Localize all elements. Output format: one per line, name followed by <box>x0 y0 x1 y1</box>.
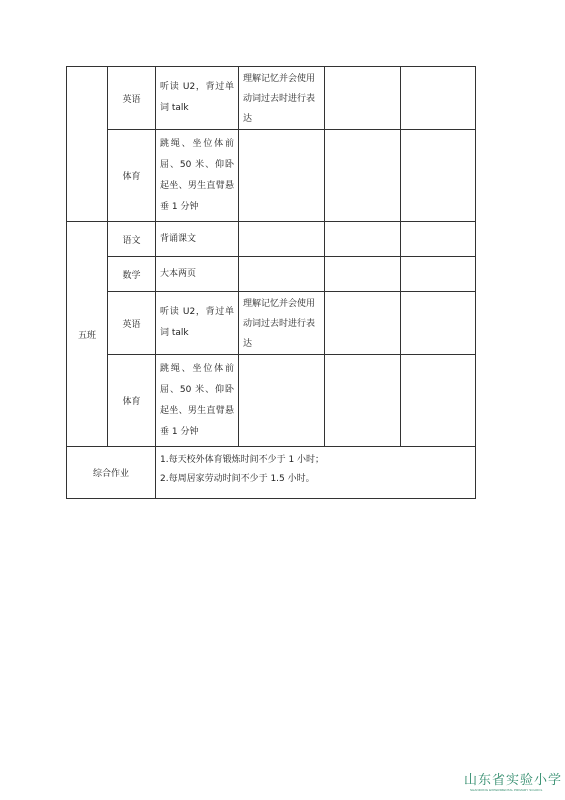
objective-text: 理解记忆并会使用动词过去时进行表达 <box>243 299 316 349</box>
objective-cell <box>239 67 325 130</box>
empty-cell <box>239 257 325 292</box>
task-cell: 听读 U2，背过单词 talk <box>156 292 239 355</box>
school-logo-english: SHANDONG EXPERIMENTAL PRIMARY SCHOOL <box>470 788 543 792</box>
table-row <box>67 447 476 499</box>
empty-cell <box>325 222 401 257</box>
task-cell: 跳绳、坐位体前屈、50 米、仰卧起坐、男生直臂悬垂 1 分钟 <box>156 355 239 447</box>
empty-cell <box>401 355 476 447</box>
summary-line-1: 1.每天校外体育锻炼时间不少于 1 小时； <box>160 455 325 465</box>
task-cell: 背诵课文 <box>156 222 239 257</box>
subject-cell: 体育 <box>108 355 156 447</box>
class-name-cell: 五班 <box>67 222 108 447</box>
task-cell: 跳绳、坐位体前屈、50 米、仰卧起坐、男生直臂悬垂 1 分钟 <box>156 130 239 222</box>
empty-cell <box>401 67 476 130</box>
table-row <box>67 67 476 130</box>
class-cell-prev <box>67 67 108 222</box>
empty-cell <box>401 222 476 257</box>
empty-cell <box>239 222 325 257</box>
empty-cell <box>325 67 401 130</box>
empty-cell <box>239 130 325 222</box>
table-row <box>67 222 476 257</box>
subject-cell: 语文 <box>108 222 156 257</box>
subject-cell: 英语 <box>108 292 156 355</box>
empty-cell <box>401 130 476 222</box>
table-row <box>67 130 476 222</box>
summary-line-2: 2.每周居家劳动时间不少于 1.5 小时。 <box>160 474 315 484</box>
school-logo <box>464 773 563 798</box>
objective-cell <box>239 292 325 355</box>
homework-table <box>66 66 476 499</box>
subject-cell: 英语 <box>108 67 156 130</box>
table-row <box>67 257 476 292</box>
table-row <box>67 292 476 355</box>
summary-label: 综合作业 <box>67 447 156 499</box>
objective-text: 理解记忆并会使用动词过去时进行表达 <box>243 74 316 124</box>
empty-cell <box>325 130 401 222</box>
school-logo-name: 山东省实验小学 <box>464 773 563 788</box>
empty-cell <box>401 292 476 355</box>
empty-cell <box>325 355 401 447</box>
subject-cell: 体育 <box>108 130 156 222</box>
task-cell: 大本两页 <box>156 257 239 292</box>
summary-cell <box>156 447 476 499</box>
empty-cell <box>239 355 325 447</box>
subject-cell: 数学 <box>108 257 156 292</box>
empty-cell <box>325 292 401 355</box>
empty-cell <box>401 257 476 292</box>
task-cell: 听读 U2，背过单词 talk <box>156 67 239 130</box>
empty-cell <box>325 257 401 292</box>
table-row <box>67 355 476 447</box>
